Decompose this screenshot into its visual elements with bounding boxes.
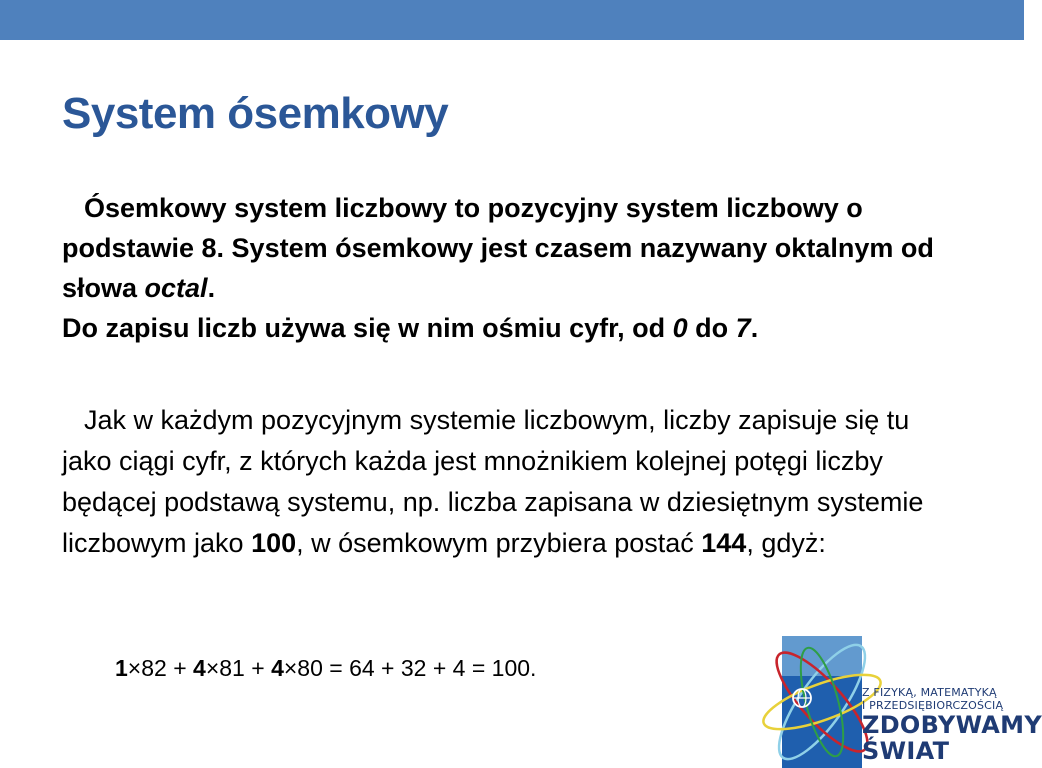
logo-line-3: ZDOBYWAMY [862,711,1042,739]
paragraph-definition [62,188,942,348]
p1-text-a: Ósemkowy system liczbowy to pozycyjny system liczbowy o podstawie 8. System ósemkowy jest czasem nazywany oktalnym od słowa [62,193,934,303]
formula-digit-2: 4 [193,655,206,681]
p1-octal: octal [144,273,208,303]
p1-zero: 0 [672,313,688,343]
conversion-formula [115,650,536,686]
p1-seven: 7 [735,313,751,343]
p2-number-144: 144 [701,528,747,558]
formula-term-3: ×80 = 64 + 32 + 4 = 100. [283,655,537,681]
p2-text-c: , gdyż: [746,528,826,558]
formula-digit-1: 1 [115,655,128,681]
p1-do: do [687,313,736,343]
logo-text [862,686,1042,764]
top-accent-bar [0,0,1024,40]
formula-term-2: ×81 + [205,655,272,681]
logo-line-2: I PRZEDSIĘBIORCZOŚCIĄ [862,699,1004,712]
formula-digit-3: 4 [271,655,284,681]
logo-line-1: Z FIZYKĄ, MATEMATYKĄ [862,686,997,699]
slide-title: System ósemkowy [62,89,449,138]
paragraph-example [62,400,962,564]
formula-term-1: ×82 + [127,655,194,681]
p1-dot: . [207,273,216,303]
p2-text-a: Jak w każdym pozycyjnym systemie liczbowym, liczby zapisuje się tu jako ciągi cyfr, z których każda jest mnożnikiem kolejnej potęgi liczby będącej podstawą systemu, np. liczba zapisana w dziesiętnym systemie liczbowym jako [62,405,924,558]
p2-number-100: 100 [251,528,297,558]
p2-text-b: , w ósemkowym przybiera postać [296,528,702,558]
p1-text-b: Do zapisu liczb używa się w nim ośmiu cyfr, od [62,313,673,343]
p1-dot-end: . [750,313,759,343]
logo-line-4: ŚWIAT [862,737,950,765]
